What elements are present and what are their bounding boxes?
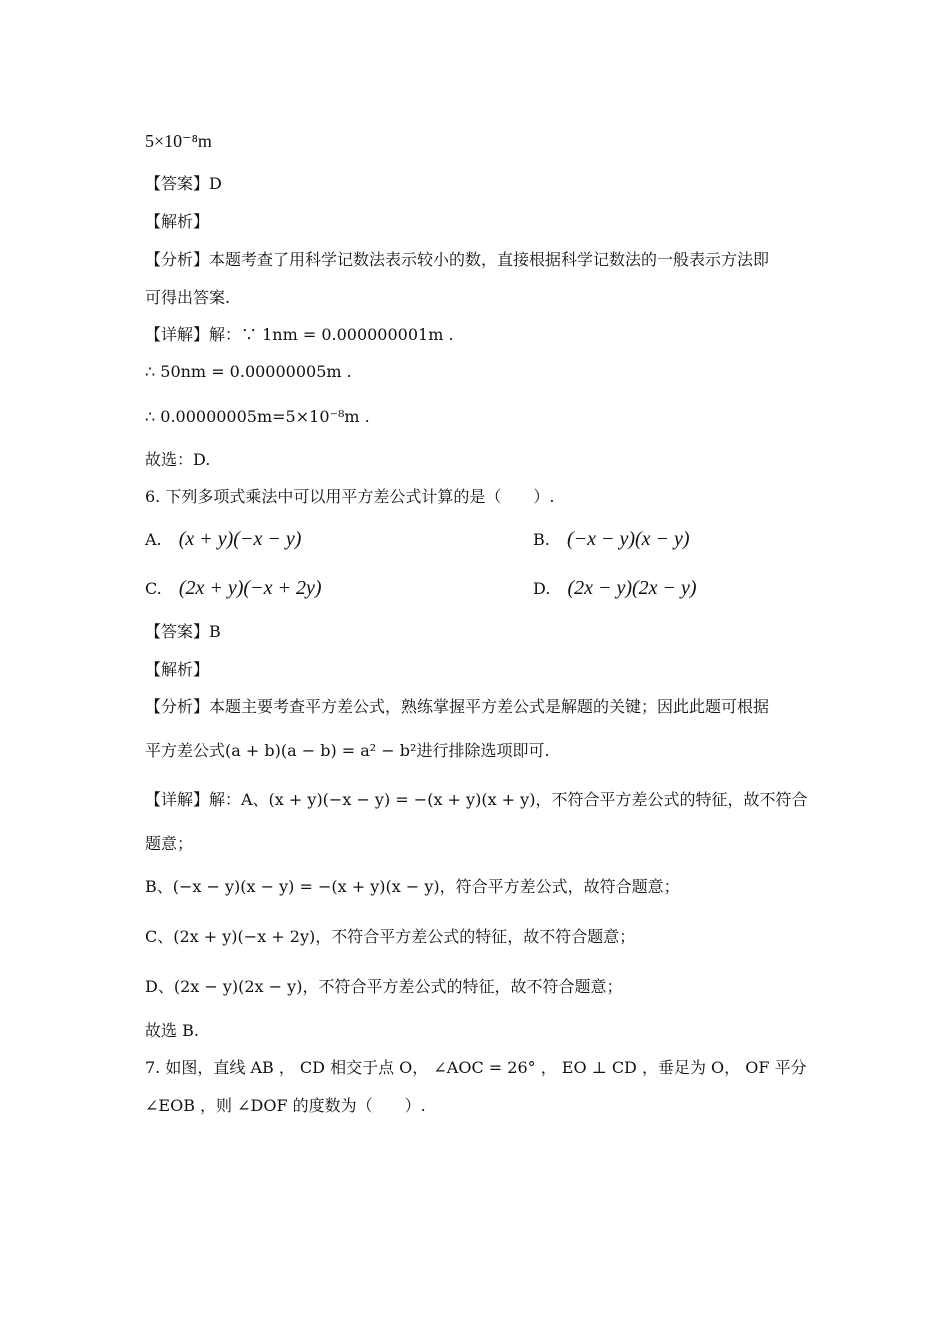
q6-option-c (145, 577, 322, 600)
q5-detail-line3: ∴ 0.00000005m=5×10⁻⁸m . (145, 407, 370, 426)
q6-question: 6. 下列多项式乘法中可以用平方差公式计算的是（ ）. (145, 487, 555, 506)
option-label: C. (145, 579, 162, 598)
option-label: A. (145, 530, 162, 549)
q6-detail-b: B、(−x − y)(x − y) = −(x + y)(x − y)，符合平方差公式，故符合题意； (145, 877, 680, 896)
option-label: D. (533, 579, 551, 598)
q6-analysis-line2: 平方差公式(a + b)(a − b) = a² − b²进行排除选项即可. (145, 741, 550, 760)
q5-answer: 【答案】D (145, 174, 222, 193)
q5-conclusion: 故选：D. (145, 450, 211, 469)
q6-analysis-line1: 【分析】本题主要考查平方差公式，熟练掌握平方差公式是解题的关键；因此此题可根据 (145, 697, 770, 716)
q7-line1: 7. 如图，直线 AB ， CD 相交于点 O， ∠AOC = 26° ， EO ⊥ CD ，垂足为 O， OF 平分 (145, 1058, 807, 1077)
option-expr: (−x − y)(x − y) (566, 528, 690, 550)
q6-jiexi: 【解析】 (145, 660, 210, 679)
q5-analysis-line1: 【分析】本题考查了用科学记数法表示较小的数，直接根据科学记数法的一般表示方法即 (145, 250, 770, 269)
q6-detail-c: C、(2x + y)(−x + 2y)，不符合平方差公式的特征，故不符合题意； (145, 927, 636, 946)
q5-detail-line2: ∴ 50nm = 0.00000005m . (145, 362, 352, 381)
option-label: B. (533, 530, 550, 549)
q6-option-d (533, 577, 697, 600)
option-expr: (2x − y)(2x − y) (567, 577, 697, 599)
q6-detail-d: D、(2x − y)(2x − y)，不符合平方差公式的特征，故不符合题意； (145, 977, 623, 996)
q6-option-a (145, 528, 301, 551)
q5-jiexi: 【解析】 (145, 212, 210, 231)
q6-detail-a: 【详解】解：A、(x + y)(−x − y) = −(x + y)(x + y)，不符合平方差公式的特征，故不符合 (145, 790, 808, 809)
q6-option-b (533, 528, 690, 551)
q5-analysis-line2: 可得出答案. (145, 288, 231, 307)
q6-detail-a2: 题意； (145, 834, 194, 853)
option-expr: (2x + y)(−x + 2y) (178, 577, 322, 599)
q5-detail-line1: 【详解】解：∵ 1nm = 0.000000001m . (145, 325, 454, 344)
q7-line2: ∠EOB ，则 ∠DOF 的度数为（ ）. (145, 1096, 426, 1115)
q5-option-tail: 5×10⁻⁸m (145, 131, 212, 151)
q6-answer: 【答案】B (145, 622, 221, 641)
q6-conclusion: 故选 B. (145, 1021, 199, 1040)
option-expr: (x + y)(−x − y) (178, 528, 302, 550)
